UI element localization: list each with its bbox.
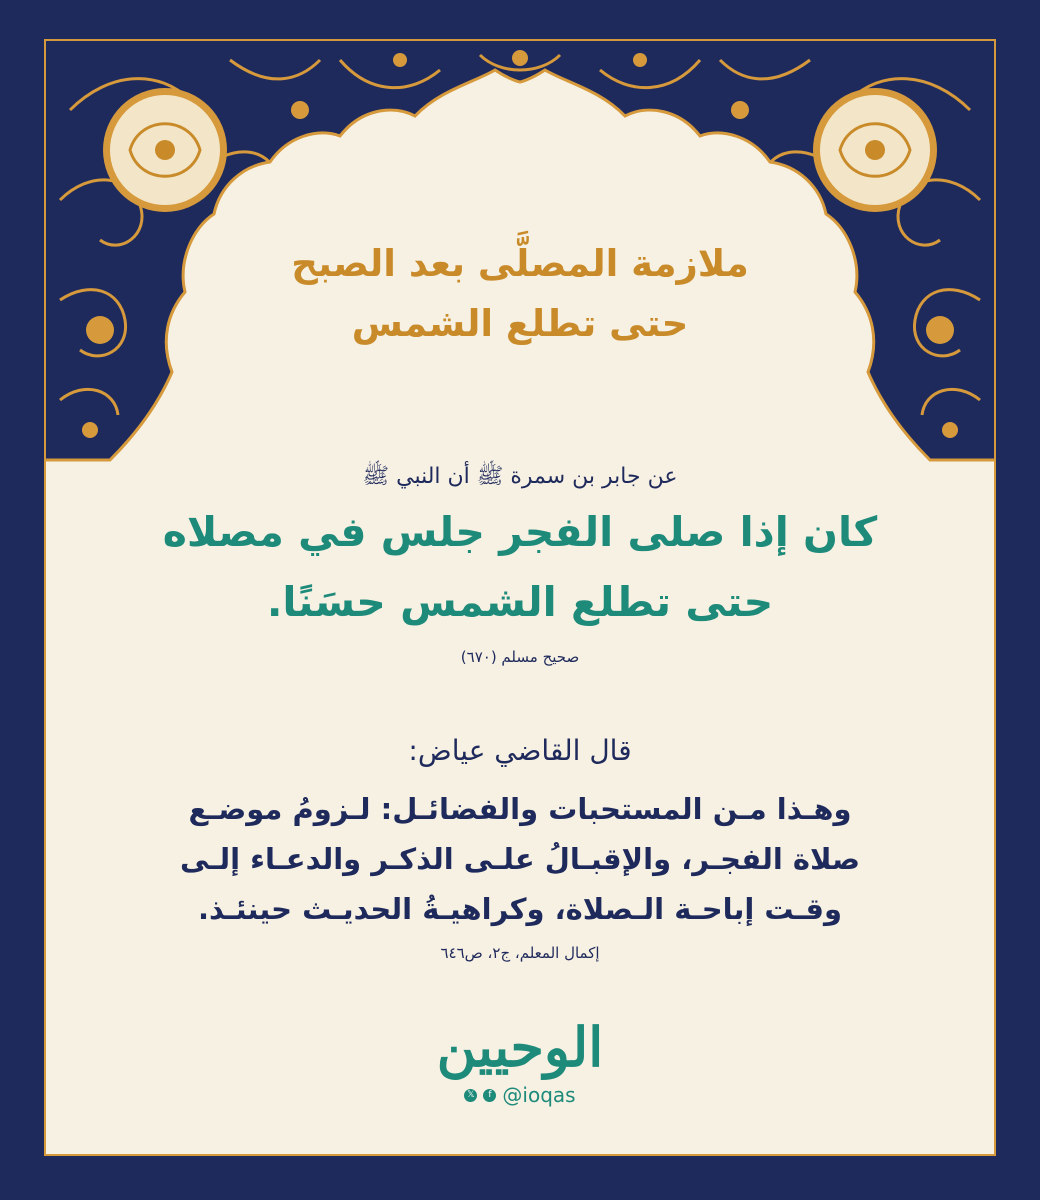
logo-calligraphy: الوحيين	[436, 1015, 604, 1079]
commentary-line-2: صلاة الفجـر، والإقبـالُ علـى الذكـر والدعـاء إلـى	[179, 842, 861, 876]
commentary-speaker: قال القاضي عياض:	[408, 734, 632, 767]
commentary-line-1: وهـذا مـن المستحبات والفضائـل: لـزومُ موضـع	[188, 792, 852, 826]
title-line-1: ملازمة المصلَّى بعد الصبح	[291, 242, 749, 285]
x-icon[interactable]: 𝕏	[464, 1089, 477, 1102]
social-handle[interactable]	[420, 1083, 620, 1107]
hadith-narrator: عن جابر بن سمرة ﷺ أن النبي ﷺ	[362, 464, 678, 489]
facebook-icon[interactable]: f	[483, 1089, 496, 1102]
left-medallion	[103, 88, 227, 212]
hadith-line-1: كان إذا صلى الفجر جلس في مصلاه	[162, 508, 878, 556]
hadith-source: صحيح مسلم (٦٧٠)	[460, 648, 580, 666]
hadith-line-2: حتى تطلع الشمس حسَنًا.	[266, 578, 774, 626]
handle-text[interactable]: @ioqas	[502, 1083, 576, 1107]
commentary-source: إكمال المعلم، ج٢، ص٦٤٦	[440, 944, 600, 962]
commentary-line-3: وقـت إباحـة الـصلاة، وكراهيـةُ الحديـث حينئـذ.	[197, 892, 843, 926]
right-medallion	[813, 88, 937, 212]
brand-logo	[420, 1015, 620, 1107]
title-line-2: حتى تطلع الشمس	[351, 302, 689, 345]
